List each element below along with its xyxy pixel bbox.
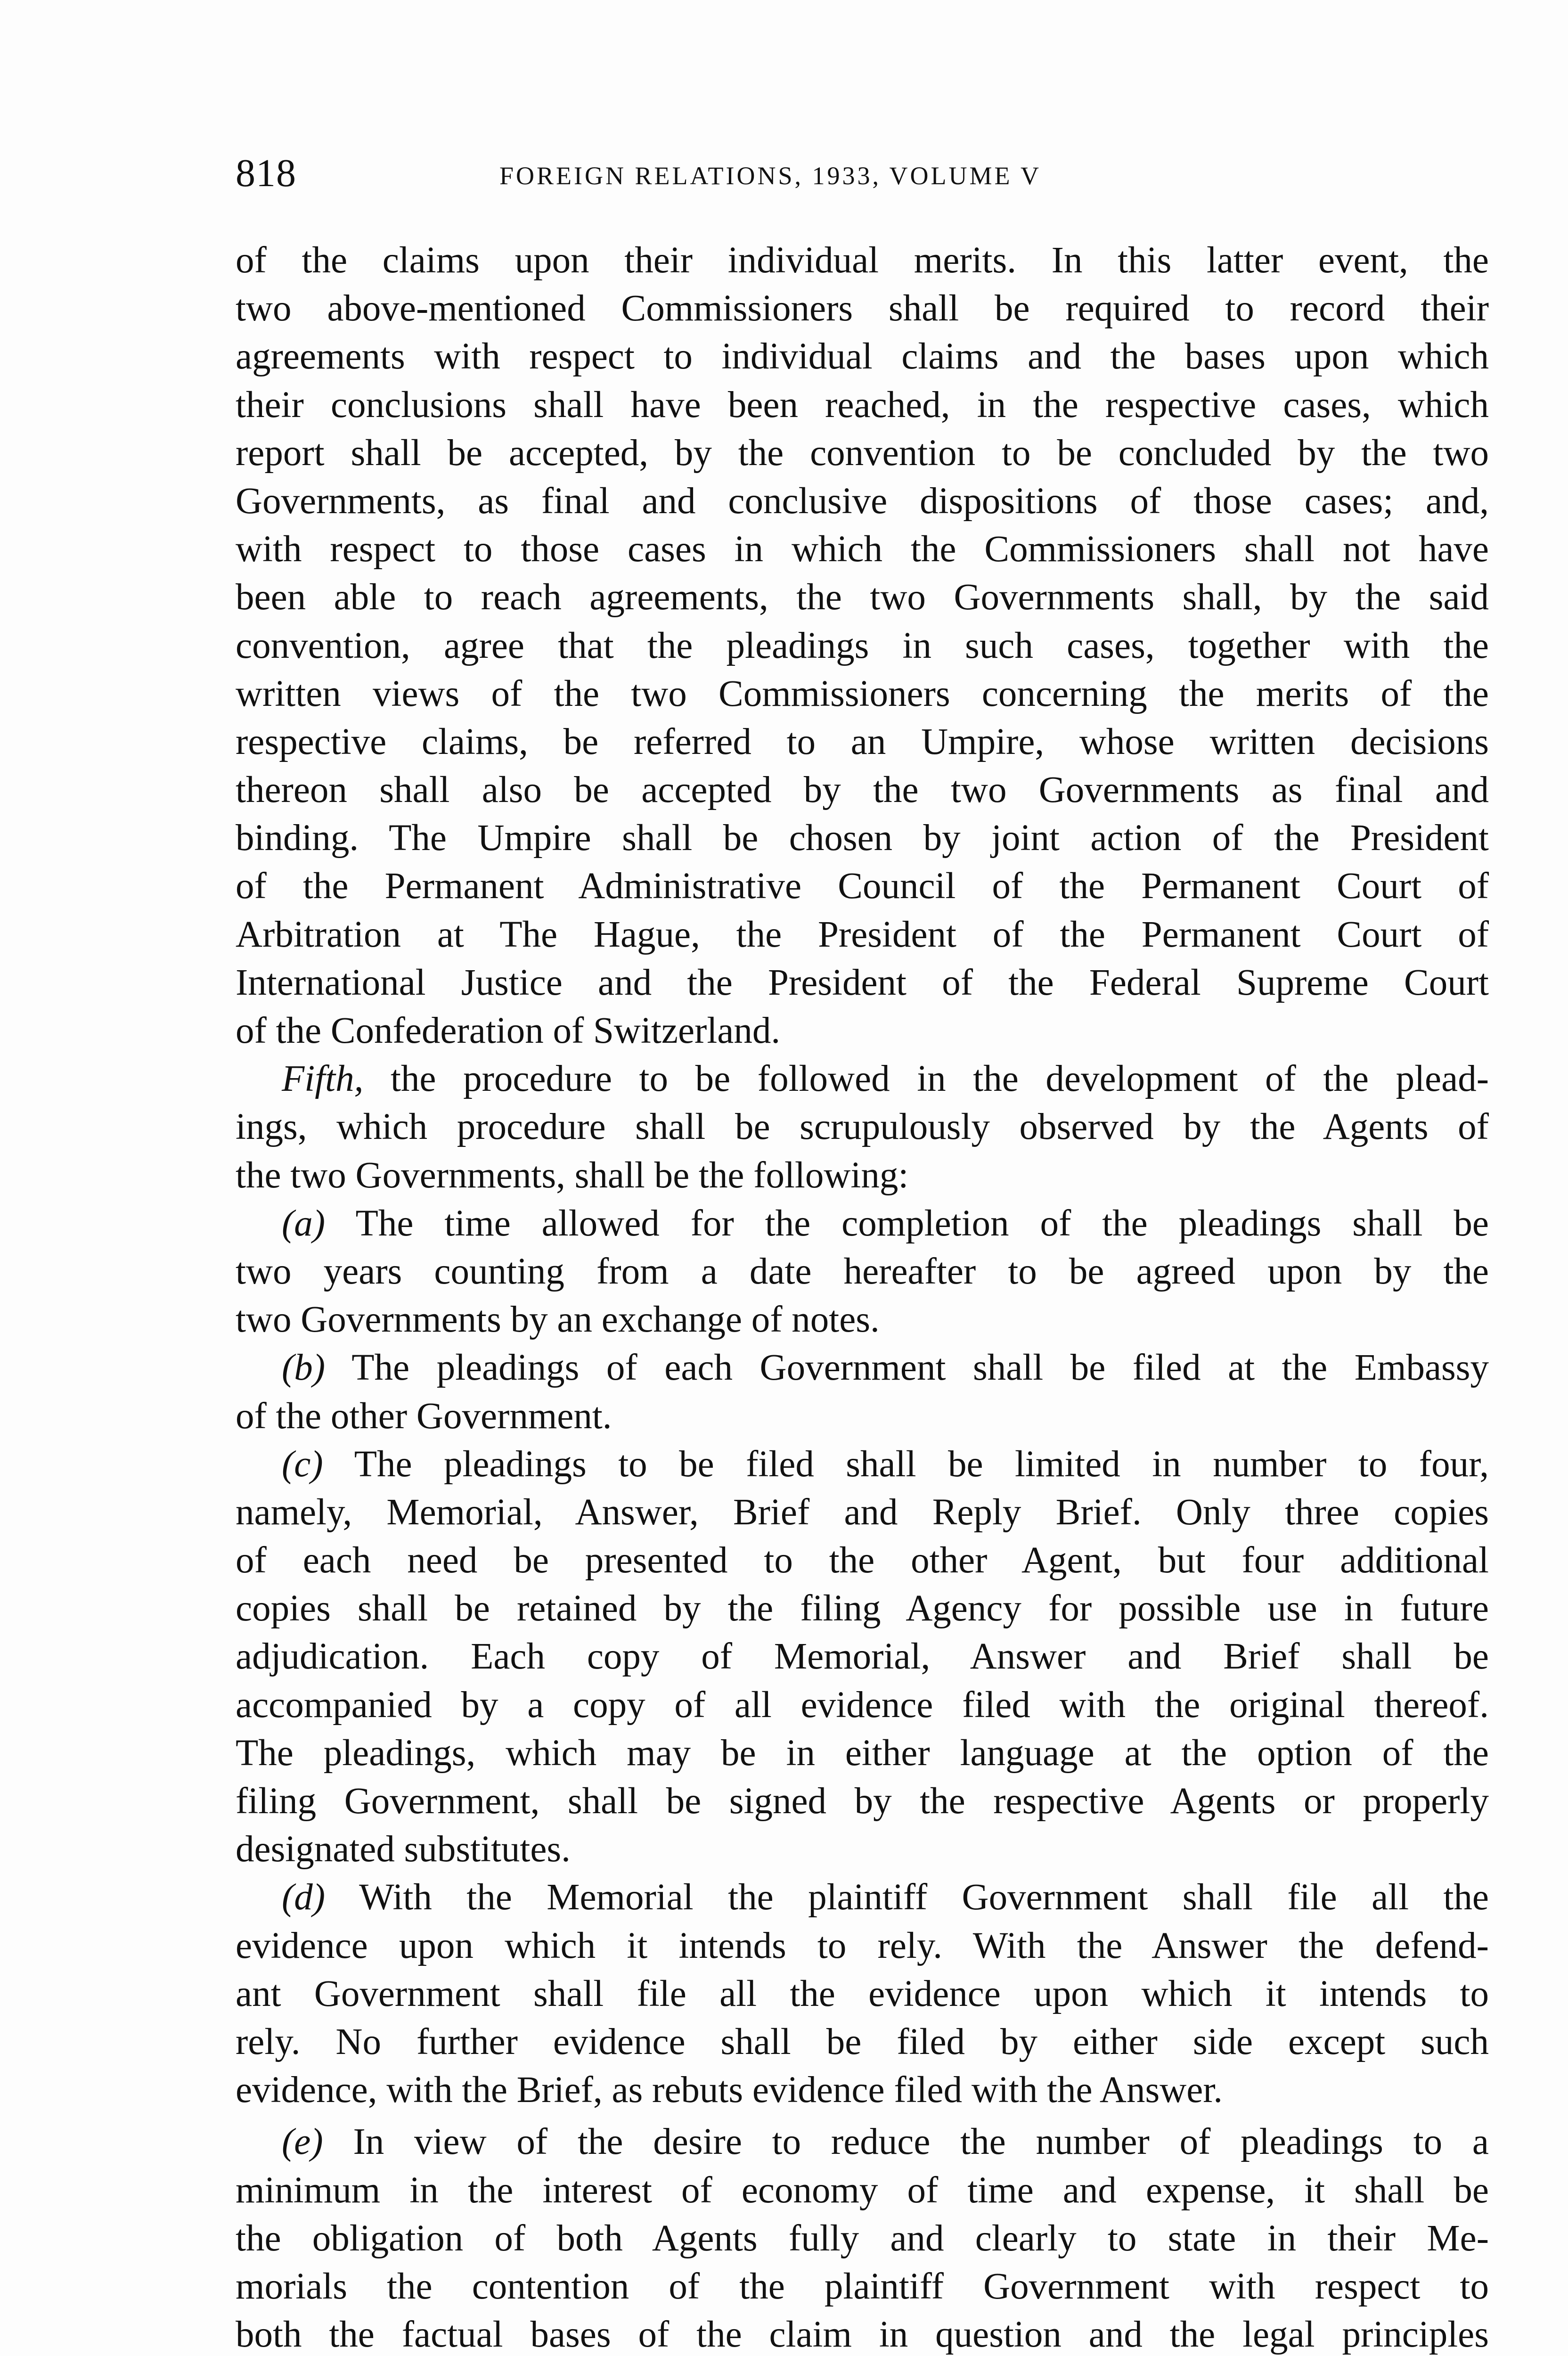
clause-b (236, 1344, 1489, 1440)
clause-label: (e) (282, 2121, 323, 2163)
clause-label: (d) (282, 1877, 326, 1918)
text-line: the obligation of both Agents fully and clearly to state in their Me- (236, 2217, 1489, 2259)
text-line: the two Governments, shall be the following: (236, 1154, 909, 1196)
text-line: ant Government shall file all the evidence upon which it intends to (236, 1973, 1489, 2014)
clause-label: (a) (282, 1203, 326, 1244)
text-line: designated substitutes. (236, 1829, 571, 1870)
line-text: With the Memorial the plaintiff Government shall file all the (325, 1877, 1489, 1918)
text-line: respective claims, be referred to an Umpire, whose written decisions (236, 721, 1489, 762)
clause-label: (b) (282, 1347, 326, 1389)
clause-e (236, 2118, 1489, 2356)
paragraph-gap (236, 2114, 1489, 2118)
text-line: written views of the two Commissioners concerning the merits of the (236, 673, 1489, 714)
text-line (236, 1200, 1489, 1248)
clause-c (236, 1440, 1489, 1874)
text-line: been able to reach agreements, the two Governments shall, by the said (236, 577, 1489, 618)
text-line: thereon shall also be accepted by the two Governments as final and (236, 769, 1489, 811)
text-line: of the claims upon their individual merits. In this latter event, the (236, 240, 1489, 281)
line-text: The pleadings to be filed shall be limited in number to four, (323, 1443, 1489, 1485)
text-line: convention, agree that the pleadings in such cases, together with the (236, 625, 1489, 666)
running-head (236, 150, 1489, 202)
line-text: The time allowed for the completion of the pleadings shall be (325, 1203, 1489, 1244)
text-line (236, 1344, 1489, 1392)
text-line: their conclusions shall have been reached, in the respective cases, which (236, 384, 1489, 425)
text-line: rely. No further evidence shall be filed by either side except such (236, 2021, 1489, 2062)
text-line: report shall be accepted, by the convention to be concluded by the two (236, 432, 1489, 474)
text-line (236, 2118, 1489, 2166)
text-line: agreements with respect to individual claims and the bases upon which (236, 336, 1489, 377)
body-text (236, 237, 1489, 2356)
text-line: of each need be presented to the other Agent, but four additional (236, 1540, 1489, 1581)
text-line: of the Permanent Administrative Council of the Permanent Court of (236, 866, 1489, 907)
line-text: The pleadings of each Government shall be filed at the Embassy (325, 1347, 1489, 1389)
paragraph-continued (236, 237, 1489, 1055)
text-line: morials the contention of the plaintiff Government with respect to (236, 2266, 1489, 2307)
text-line: Arbitration at The Hague, the President of the Permanent Court of (236, 914, 1489, 955)
text-line: two above-mentioned Commissioners shall be required to record their (236, 288, 1489, 329)
text-line: of the other Government. (236, 1395, 612, 1437)
text-line: filing Government, shall be signed by the respective Agents or properly (236, 1781, 1489, 1822)
text-line: two Governments by an exchange of notes. (236, 1299, 880, 1341)
text-line: of the Confederation of Switzerland. (236, 1010, 781, 1051)
text-line (236, 1873, 1489, 1922)
text-line (236, 1055, 1489, 1103)
text-line: International Justice and the President of the Federal Supreme Court (236, 962, 1489, 1003)
paragraph-fifth (236, 1055, 1489, 1200)
text-line: copies shall be retained by the filing Agency for possible use in future (236, 1588, 1489, 1629)
text-line: Governments, as final and conclusive dispositions of those cases; and, (236, 480, 1489, 522)
text-line (236, 1440, 1489, 1489)
clause-label: (c) (282, 1443, 323, 1485)
text-line: evidence, with the Brief, as rebuts evidence filed with the Answer. (236, 2070, 1223, 2111)
text-line: both the factual bases of the claim in question and the legal principles (236, 2314, 1489, 2356)
line-text: In view of the desire to reduce the number of pleadings to a (323, 2121, 1489, 2163)
text-line: accompanied by a copy of all evidence filed with the original thereof. (236, 1684, 1489, 1726)
text-line: with respect to those cases in which the Commissioners shall not have (236, 529, 1489, 570)
text-line: two years counting from a date hereafter to be agreed upon by the (236, 1251, 1489, 1292)
page-number: 818 (236, 151, 296, 195)
paragraph-lead: Fifth, (282, 1058, 364, 1100)
text-line: ings, which procedure shall be scrupulously observed by the Agents of (236, 1106, 1489, 1148)
text-line: binding. The Umpire shall be chosen by joint action of the President (236, 818, 1489, 859)
clause-a (236, 1200, 1489, 1344)
line-text: the procedure to be followed in the development of the plead- (363, 1058, 1489, 1100)
clause-d (236, 1873, 1489, 2114)
text-line: minimum in the interest of economy of time and expense, it shall be (236, 2169, 1489, 2211)
running-title: FOREIGN RELATIONS, 1933, VOLUME V (499, 162, 1042, 190)
text-line: adjudication. Each copy of Memorial, Answer and Brief shall be (236, 1636, 1489, 1677)
text-line: The pleadings, which may be in either language at the option of the (236, 1732, 1489, 1774)
text-line: namely, Memorial, Answer, Brief and Reply Brief. Only three copies (236, 1491, 1489, 1533)
text-line: evidence upon which it intends to rely. With the Answer the defend- (236, 1925, 1489, 1966)
